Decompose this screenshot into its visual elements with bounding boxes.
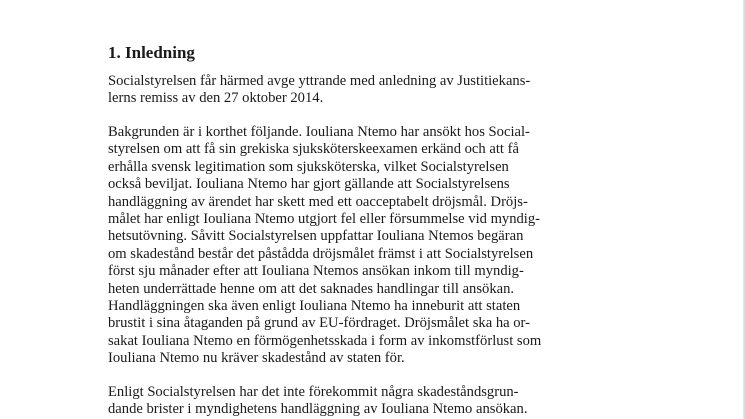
paragraph-assessment — [108, 384, 527, 419]
text-line: Socialstyrelsen får härmed avge yttrande med anledning av Justitiekans- — [108, 73, 531, 89]
text-line: målet har enligt Iouliana Ntemo utgjort fel eller försummelse vid myndig- — [108, 210, 541, 227]
text-line: först sju månader efter att Iouliana Ntemos ansökan inkom till myndig- — [108, 263, 524, 280]
text-line: styrelsen om att få sin grekiska sjuksköterskeexamen erkänd och att få — [108, 141, 519, 158]
text-line: Handläggningen ska även enligt Iouliana Ntemo ha inneburit att staten — [108, 297, 521, 314]
section-heading: 1. Inledning — [108, 43, 195, 62]
text-line: brustit i sina åtaganden på grund av EU-fördraget. Dröjsmålet ska ha or- — [108, 315, 530, 332]
text-line: Enligt Socialstyrelsen har det inte förekommit några skadeståndsgrun- — [108, 384, 519, 400]
paragraph-intro — [108, 73, 530, 108]
text-line: också beviljat. Iouliana Ntemo har gjort gällande att Socialstyrelsens — [108, 176, 510, 193]
text-line: heten underrättade henne om att det saknades handlingar till ansökan. — [108, 280, 515, 297]
text-line: erhålla svensk legitimation som sjuksköterska, vilket Socialstyrelsen — [108, 158, 509, 175]
text-line: hetsutövning. Såvitt Socialstyrelsen uppfattar Iouliana Ntemos begäran — [108, 228, 524, 245]
paragraph-background — [108, 124, 541, 367]
text-line: Iouliana Ntemo nu kräver skadestånd av staten för. — [108, 350, 405, 367]
text-line: lerns remiss av den 27 oktober 2014. — [108, 90, 324, 107]
text-line: om skadestånd består det påstådda dröjsmålet främst i att Socialstyrelsen — [108, 245, 534, 262]
text-line: dande brister i myndighetens handläggning av Iouliana Ntemo ansökan. — [108, 401, 528, 418]
text-line: sakat Iouliana Ntemo en förmögenhetsskada i form av inkomstförlust som — [108, 332, 542, 349]
text-line: handläggning av ärendet har skett med ett oacceptabelt dröjsmål. Dröjs- — [108, 193, 528, 210]
text-line: Bakgrunden är i korthet följande. Iouliana Ntemo har ansökt hos Social- — [108, 124, 530, 140]
